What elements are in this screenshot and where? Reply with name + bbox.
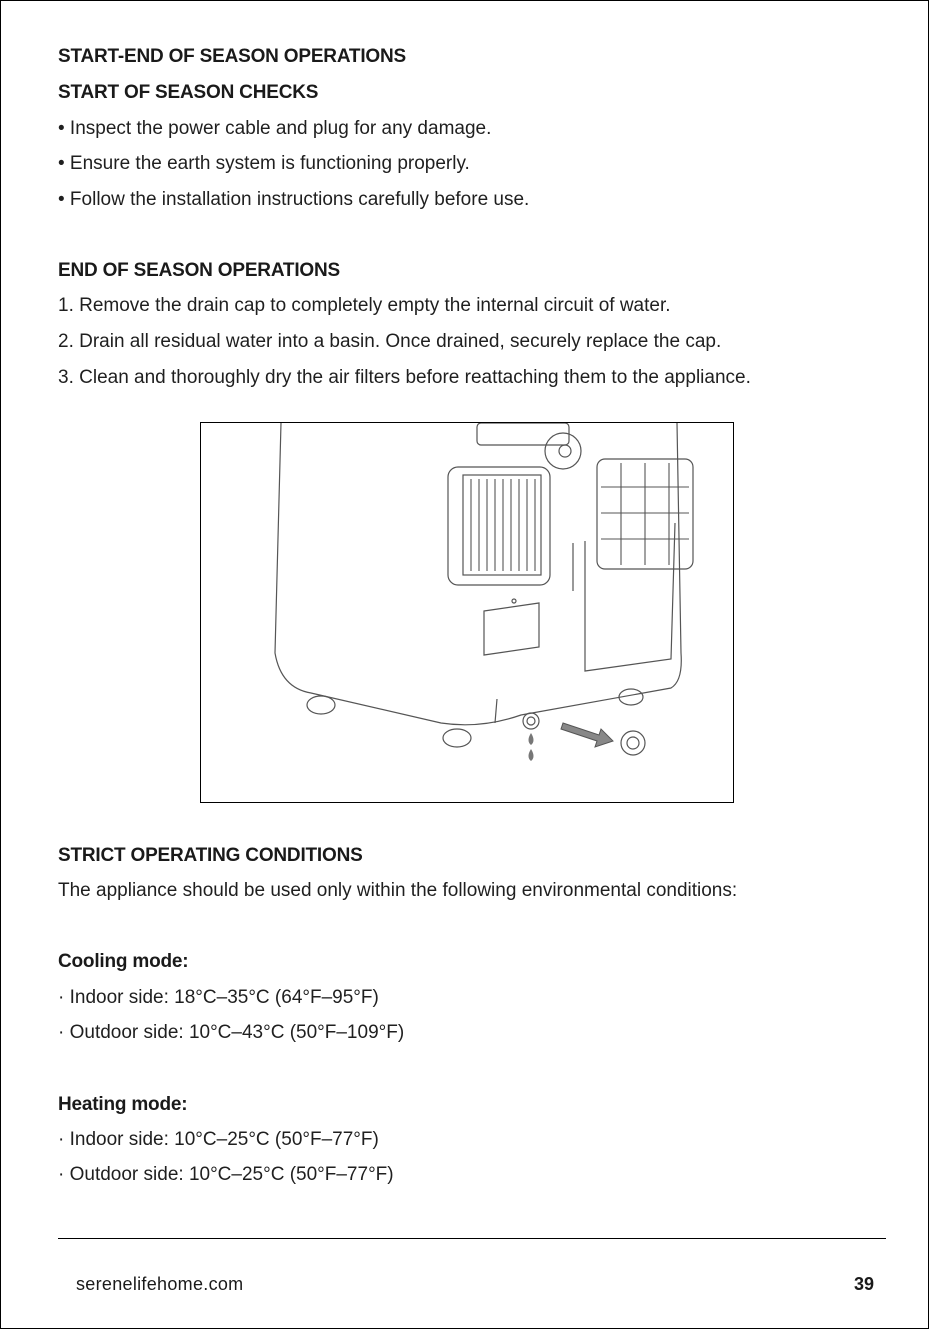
end-operations-heading: END OF SEASON OPERATIONS xyxy=(58,260,340,281)
heating-outdoor: · Outdoor side: 10°C–25°C (50°F–77°F) xyxy=(58,1164,394,1185)
page-number: 39 xyxy=(853,1274,874,1294)
portable-ac-rear-icon xyxy=(201,423,733,802)
end-operation-step: 2. Drain all residual water into a basin. Once drained, securely replace the cap. xyxy=(58,331,722,352)
appliance-drain-illustration xyxy=(200,422,734,803)
heating-mode-title: Heating mode: xyxy=(58,1094,188,1115)
end-operation-step: 1. Remove the drain cap to completely empty the internal circuit of water. xyxy=(58,295,671,316)
footer-divider xyxy=(58,1238,886,1239)
cooling-mode-title: Cooling mode: xyxy=(58,951,189,972)
start-check-item: • Ensure the earth system is functioning properly. xyxy=(58,153,470,174)
strict-conditions-heading: STRICT OPERATING CONDITIONS xyxy=(58,845,363,866)
heating-indoor: · Indoor side: 10°C–25°C (50°F–77°F) xyxy=(58,1129,379,1150)
end-operation-step: 3. Clean and thoroughly dry the air filters before reattaching them to the appliance. xyxy=(58,367,751,388)
cooling-indoor: · Indoor side: 18°C–35°C (64°F–95°F) xyxy=(58,987,379,1008)
cooling-outdoor: · Outdoor side: 10°C–43°C (50°F–109°F) xyxy=(58,1022,405,1043)
conditions-intro: The appliance should be used only within the following environmental conditions: xyxy=(58,880,738,901)
main-heading: START-END OF SEASON OPERATIONS xyxy=(58,46,406,67)
start-checks-heading: START OF SEASON CHECKS xyxy=(58,82,319,103)
start-check-item: • Inspect the power cable and plug for any damage. xyxy=(58,118,492,139)
footer-website: serenelifehome.com xyxy=(76,1274,244,1294)
start-check-item: • Follow the installation instructions carefully before use. xyxy=(58,189,530,210)
